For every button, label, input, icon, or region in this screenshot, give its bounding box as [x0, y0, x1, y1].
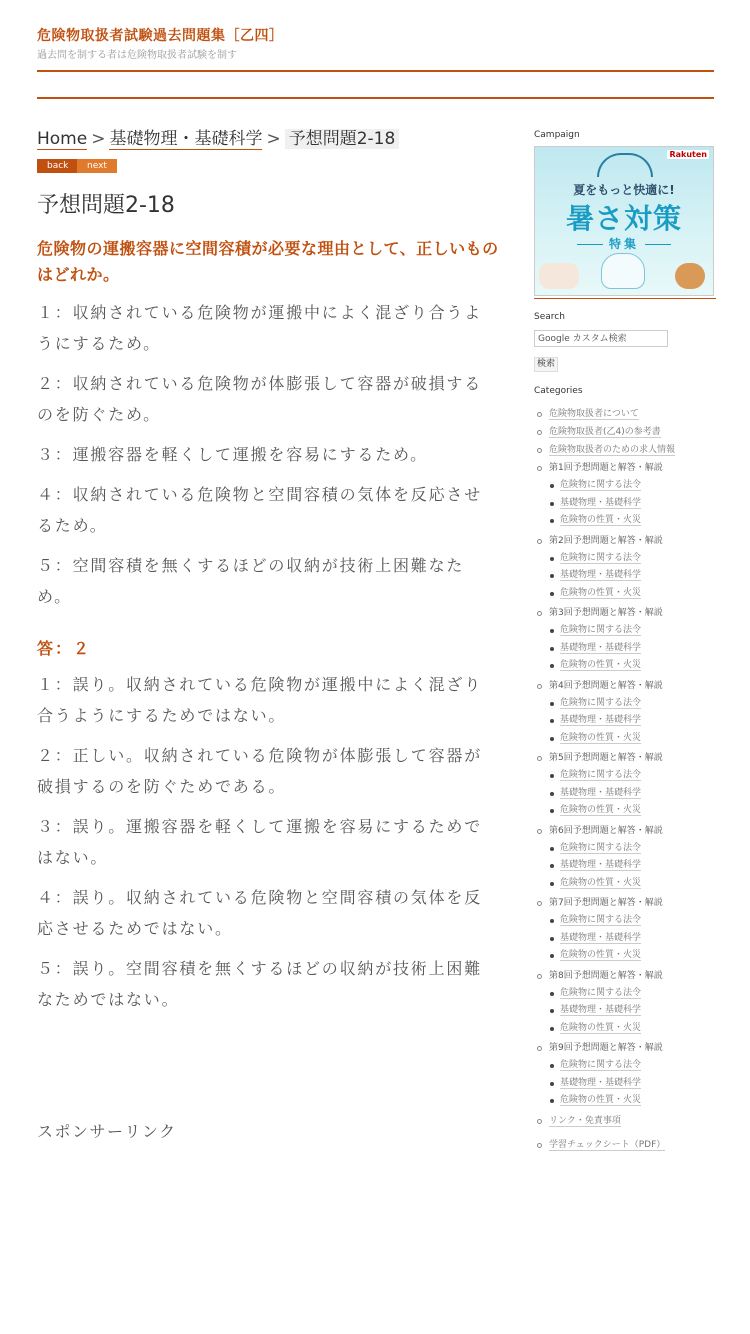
rakuten-logo: Rakuten — [669, 150, 707, 159]
banner-line1: 夏をもっと快適に! — [573, 183, 675, 197]
subcategory-link-properties[interactable]: 危険物の性質・火災 — [560, 805, 642, 815]
bear-icon — [601, 253, 645, 289]
explanation-5: ５：誤り。空間容積を無くするほどの収納が技術上困難なためではない。 — [37, 959, 483, 1009]
subcategory-item — [549, 730, 716, 748]
header-divider — [37, 70, 714, 72]
search-input[interactable] — [534, 330, 668, 347]
subcategory-list — [549, 622, 716, 675]
category-item — [534, 441, 716, 459]
category-item-round-4 — [534, 677, 716, 748]
explanation-2: ２：正しい。収納されている危険物が体膨張して容器が破損するのを防ぐためである。 — [37, 746, 483, 796]
subcategory-item — [549, 585, 716, 603]
subcategory-item — [549, 567, 716, 585]
pager — [37, 159, 499, 173]
category-label: 第8回予想問題と解答・解説 — [549, 970, 663, 981]
subcategory-link-physics[interactable]: 基礎物理・基礎科学 — [560, 932, 642, 943]
subcategory-item — [549, 912, 716, 930]
subcategory-item — [549, 1020, 716, 1038]
breadcrumb-separator: > — [91, 129, 106, 149]
search-widget — [534, 310, 716, 372]
category-item — [534, 405, 716, 423]
subcategory-item — [549, 1057, 716, 1075]
breadcrumb-current: 予想問題2-18 — [285, 129, 400, 149]
subcategory-item — [549, 875, 716, 893]
explanation-1: １：誤り。収納されている危険物が運搬中によく混ざり合うようにするためではない。 — [37, 675, 483, 725]
page-title: 予想問題2-18 — [37, 193, 175, 218]
categories-widget — [534, 384, 716, 1154]
subcategory-item — [549, 695, 716, 713]
site-tagline: 過去問を制する者は危険物取扱者試験を制す — [37, 50, 237, 61]
subcategory-link-law[interactable]: 危険物に関する法令 — [560, 625, 642, 635]
subcategory-item — [549, 622, 716, 640]
subcategory-link-physics[interactable]: 基礎物理・基礎科学 — [560, 715, 642, 725]
subcategory-item — [549, 512, 716, 530]
subcategory-item — [549, 495, 716, 513]
category-link-books[interactable]: 危険物取扱者(乙4)の参考書 — [549, 427, 661, 437]
option-2: ２：収納されている危険物が体膨張して容器が破損するのを防ぐため。 — [37, 374, 483, 424]
subcategory-link-law[interactable]: 危険物に関する法令 — [560, 987, 642, 998]
subcategory-link-properties[interactable]: 危険物の性質・火災 — [560, 732, 642, 743]
category-label: 第6回予想問題と解答・解説 — [549, 825, 663, 836]
subcategory-link-properties[interactable]: 危険物の性質・火災 — [560, 587, 642, 598]
breadcrumb-category[interactable]: 基礎物理・基礎科学 — [109, 129, 263, 149]
subcategory-link-physics[interactable]: 基礎物理・基礎科学 — [560, 1005, 642, 1015]
category-label: 第4回予想問題と解答・解説 — [549, 680, 663, 691]
subcategory-link-properties[interactable]: 危険物の性質・火災 — [560, 660, 642, 670]
site-title[interactable]: 危険物取扱者試験過去問題集［乙四］ — [37, 28, 284, 44]
category-item-round-1 — [534, 459, 716, 530]
category-item-round-7 — [534, 894, 716, 965]
category-list — [534, 405, 716, 1154]
pillow-icon — [539, 263, 579, 289]
subcategory-list — [549, 1057, 716, 1110]
banner-subline: 特集 — [535, 235, 713, 252]
category-label: 第2回予想問題と解答・解説 — [549, 535, 663, 546]
main-content — [37, 126, 499, 1015]
category-link-jobs[interactable]: 危険物取扱者のための求人情報 — [549, 445, 676, 455]
subcategory-link-physics[interactable]: 基礎物理・基礎科学 — [560, 787, 642, 798]
subcategory-list — [549, 840, 716, 893]
option-3: ３：運搬容器を軽くして運搬を容易にするため。 — [37, 445, 428, 464]
subcategory-link-properties[interactable]: 危険物の性質・火災 — [560, 950, 642, 960]
subcategory-link-properties[interactable]: 危険物の性質・火災 — [560, 877, 642, 888]
category-item-round-9 — [534, 1039, 716, 1110]
category-item-round-2 — [534, 532, 716, 603]
search-button[interactable]: 検索 — [534, 357, 558, 372]
category-link-checksheet[interactable]: 学習チェックシート（PDF） — [549, 1139, 666, 1150]
subcategory-item — [549, 785, 716, 803]
subcategory-item — [549, 1075, 716, 1093]
category-item — [534, 423, 716, 441]
question-text: 危険物の運搬容器に空間容積が必要な理由として、正しいものはどれか。 — [37, 239, 499, 284]
subcategory-link-law[interactable]: 危険物に関する法令 — [560, 552, 642, 563]
subcategory-link-physics[interactable]: 基礎物理・基礎科学 — [560, 497, 642, 508]
search-title: Search — [534, 312, 565, 322]
option-5: ５：空間容積を無くするほどの収納が技術上困難なため。 — [37, 556, 465, 606]
next-button[interactable]: next — [77, 159, 117, 173]
subcategory-list — [549, 912, 716, 965]
category-item-round-5 — [534, 749, 716, 820]
subcategory-link-physics[interactable]: 基礎物理・基礎科学 — [560, 860, 642, 870]
subcategory-item — [549, 657, 716, 675]
subcategory-item — [549, 802, 716, 820]
subcategory-link-law[interactable]: 危険物に関する法令 — [560, 915, 642, 925]
subcategory-item — [549, 1002, 716, 1020]
subcategory-link-physics[interactable]: 基礎物理・基礎科学 — [560, 570, 642, 580]
category-label: 第3回予想問題と解答・解説 — [549, 608, 663, 618]
banner-headline: 暑さ対策 — [565, 202, 682, 235]
nav-divider — [37, 97, 714, 99]
category-item-round-8 — [534, 967, 716, 1038]
sponsor-link-label: スポンサーリンク — [37, 1122, 177, 1141]
campaign-banner[interactable] — [534, 146, 714, 296]
category-item-checksheet — [534, 1136, 716, 1154]
subcategory-item — [549, 640, 716, 658]
subcategory-item — [549, 985, 716, 1003]
subcategory-link-properties[interactable]: 危険物の性質・火災 — [560, 1095, 642, 1105]
answer-options — [37, 297, 499, 612]
subcategory-link-properties[interactable]: 危険物の性質・火災 — [560, 515, 642, 525]
subcategory-link-law[interactable]: 危険物に関する法令 — [560, 480, 642, 490]
subcategory-list — [549, 767, 716, 820]
campaign-title: Campaign — [534, 130, 580, 140]
subcategory-list — [549, 477, 716, 530]
subcategory-link-law[interactable]: 危険物に関する法令 — [560, 842, 642, 853]
subcategory-link-law[interactable]: 危険物に関する法令 — [560, 770, 642, 780]
subcategory-link-law[interactable]: 危険物に関する法令 — [560, 697, 642, 708]
subcategory-item — [549, 477, 716, 495]
category-label: 第5回予想問題と解答・解説 — [549, 753, 663, 763]
campaign-divider — [534, 298, 716, 299]
subcategory-link-physics[interactable]: 基礎物理・基礎科学 — [560, 642, 642, 653]
subcategory-item — [549, 930, 716, 948]
category-link-disclaimer[interactable]: リンク・免責事項 — [549, 1115, 621, 1126]
subcategory-list — [549, 550, 716, 603]
subcategory-item — [549, 550, 716, 568]
option-4: ４：収納されている危険物と空間容積の気体を反応させるため。 — [37, 485, 483, 535]
category-item-links — [534, 1112, 716, 1130]
explanation-4: ４：誤り。収納されている危険物と空間容積の気体を反応させるためではない。 — [37, 888, 483, 938]
sidebar — [534, 128, 716, 1154]
category-item-round-6 — [534, 822, 716, 893]
category-item-round-3 — [534, 604, 716, 675]
subcategory-link-properties[interactable]: 危険物の性質・火災 — [560, 1022, 642, 1033]
category-label: 第7回予想問題と解答・解説 — [549, 898, 663, 908]
subcategory-item — [549, 840, 716, 858]
option-1: １：収納されている危険物が運搬中によく混ざり合うようにするため。 — [37, 303, 483, 353]
breadcrumb-home[interactable]: Home — [37, 129, 88, 149]
subcategory-item — [549, 947, 716, 965]
subcategory-list — [549, 985, 716, 1038]
answer-heading: 答：２ — [37, 639, 92, 658]
categories-title: Categories — [534, 386, 583, 396]
breadcrumb — [37, 126, 499, 152]
category-label: 第9回予想問題と解答・解説 — [549, 1043, 663, 1053]
subcategory-link-physics[interactable]: 基礎物理・基礎科学 — [560, 1077, 642, 1088]
back-button[interactable]: back — [37, 159, 77, 173]
category-link-about[interactable]: 危険物取扱者について — [549, 409, 639, 419]
subcategory-list — [549, 695, 716, 748]
site-header — [37, 26, 714, 62]
category-label: 第1回予想問題と解答・解説 — [549, 463, 663, 473]
explanations — [37, 669, 499, 1015]
dog-icon — [675, 263, 705, 289]
breadcrumb-separator: > — [266, 129, 281, 149]
explanation-3: ３：誤り。運搬容器を軽くして運搬を容易にするためではない。 — [37, 817, 483, 867]
sun-icon — [597, 153, 653, 177]
subcategory-link-law[interactable]: 危険物に関する法令 — [560, 1060, 642, 1070]
subcategory-item — [549, 1092, 716, 1110]
subcategory-item — [549, 712, 716, 730]
subcategory-item — [549, 857, 716, 875]
subcategory-item — [549, 767, 716, 785]
